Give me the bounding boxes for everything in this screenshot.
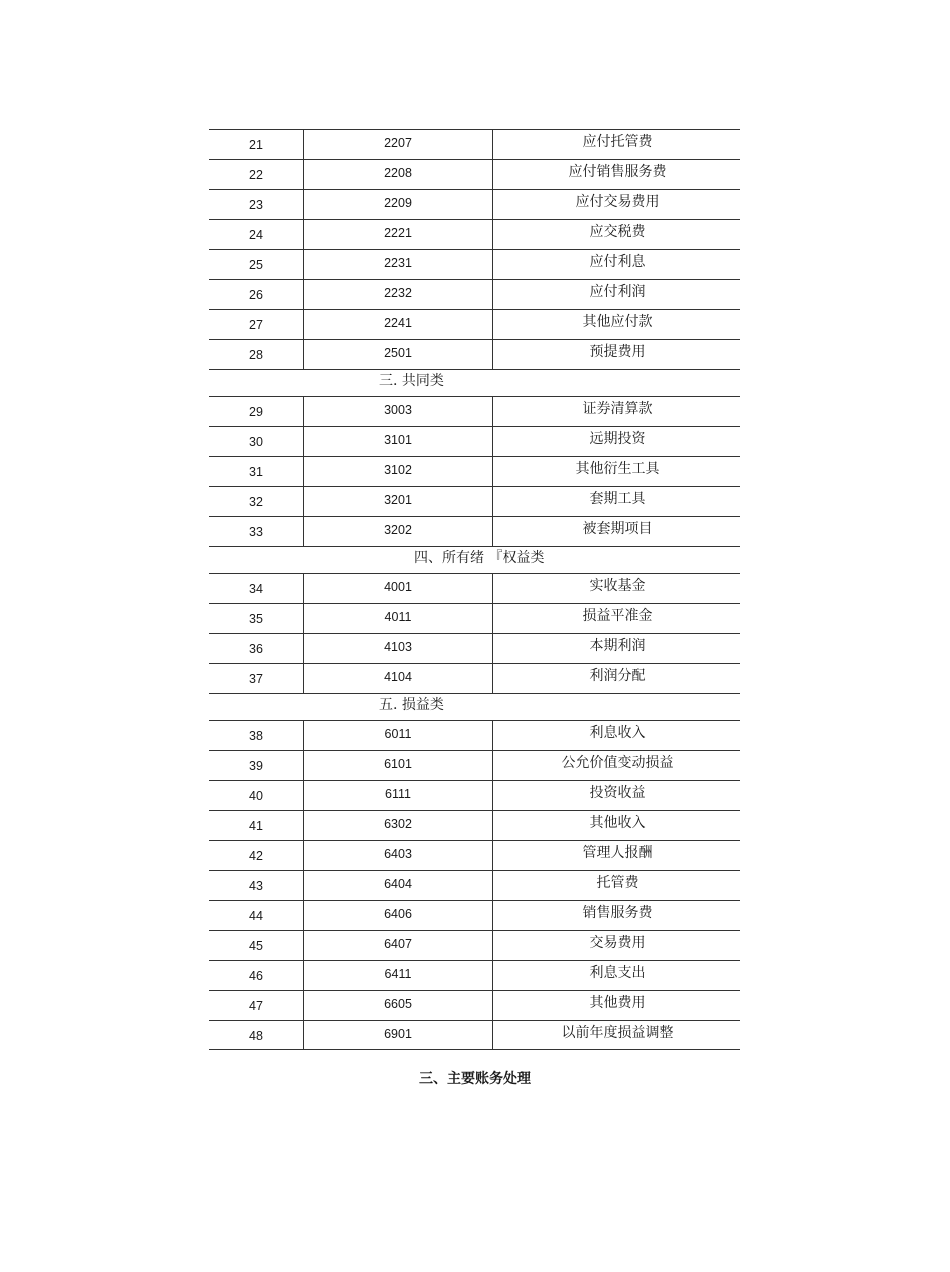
account-code: 3102	[303, 457, 492, 486]
account-code: 2231	[303, 250, 492, 279]
section-heading: 三、主要账务处理	[419, 1071, 531, 1087]
table-row	[209, 486, 740, 516]
table-row	[209, 780, 740, 810]
table-row	[209, 750, 740, 780]
table-section-row	[209, 369, 740, 396]
table-row	[209, 456, 740, 486]
table-row	[209, 396, 740, 426]
account-name: 应付利润	[492, 280, 740, 309]
account-code: 2232	[303, 280, 492, 309]
row-number: 32	[249, 495, 263, 509]
table-row	[209, 279, 740, 309]
row-number: 31	[249, 465, 263, 479]
account-code: 2241	[303, 310, 492, 339]
account-name: 应付销售服务费	[492, 160, 740, 189]
account-name: 套期工具	[492, 487, 740, 516]
account-code: 2209	[303, 190, 492, 219]
row-number: 26	[249, 288, 263, 302]
row-number: 42	[249, 849, 263, 863]
table-row	[209, 189, 740, 219]
section-title: 三. 共同类	[379, 373, 444, 389]
section-title: 五. 损益类	[379, 697, 444, 713]
row-number: 47	[249, 999, 263, 1013]
table-row	[209, 810, 740, 840]
table-row	[209, 426, 740, 456]
account-code: 6111	[303, 781, 492, 810]
account-code: 2221	[303, 220, 492, 249]
row-number: 28	[249, 348, 263, 362]
account-name: 投资收益	[492, 781, 740, 810]
account-name: 应付交易费用	[492, 190, 740, 219]
row-number: 35	[249, 612, 263, 626]
account-code: 6403	[303, 841, 492, 870]
table-row	[209, 840, 740, 870]
account-name: 证券清算款	[492, 397, 740, 426]
row-number: 43	[249, 879, 263, 893]
account-name: 交易费用	[492, 931, 740, 960]
account-name: 预提费用	[492, 340, 740, 369]
account-code: 6407	[303, 931, 492, 960]
table-section-row	[209, 546, 740, 573]
account-name: 实收基金	[492, 574, 740, 603]
account-name: 本期利润	[492, 634, 740, 663]
table-row	[209, 219, 740, 249]
table-row	[209, 663, 740, 693]
account-name: 应交税费	[492, 220, 740, 249]
account-code: 6605	[303, 991, 492, 1020]
accounts-table	[209, 129, 740, 1050]
row-number: 27	[249, 318, 263, 332]
table-row	[209, 900, 740, 930]
account-code: 4011	[303, 604, 492, 633]
table-row	[209, 960, 740, 990]
row-number: 25	[249, 258, 263, 272]
table-row	[209, 516, 740, 546]
account-name: 托管费	[492, 871, 740, 900]
account-code: 6101	[303, 751, 492, 780]
account-code: 6404	[303, 871, 492, 900]
row-number: 38	[249, 729, 263, 743]
account-code: 4001	[303, 574, 492, 603]
row-number: 46	[249, 969, 263, 983]
table-row	[209, 573, 740, 603]
row-number: 29	[249, 405, 263, 419]
account-name: 公允价值变动损益	[492, 751, 740, 780]
account-name: 管理人报酬	[492, 841, 740, 870]
row-number: 22	[249, 168, 263, 182]
row-number: 23	[249, 198, 263, 212]
table-row	[209, 603, 740, 633]
row-number: 34	[249, 582, 263, 596]
row-number: 30	[249, 435, 263, 449]
account-code: 6302	[303, 811, 492, 840]
account-code: 2208	[303, 160, 492, 189]
table-row	[209, 309, 740, 339]
account-code: 6901	[303, 1021, 492, 1049]
account-name: 损益平准金	[492, 604, 740, 633]
account-code: 3101	[303, 427, 492, 456]
row-number: 39	[249, 759, 263, 773]
row-number: 40	[249, 789, 263, 803]
account-code: 3202	[303, 517, 492, 546]
account-name: 其他费用	[492, 991, 740, 1020]
account-code: 6411	[303, 961, 492, 990]
row-number: 33	[249, 525, 263, 539]
account-name: 远期投资	[492, 427, 740, 456]
account-name: 应付托管费	[492, 130, 740, 159]
account-name: 利息收入	[492, 721, 740, 750]
account-code: 6406	[303, 901, 492, 930]
account-name: 其他衍生工具	[492, 457, 740, 486]
table-row	[209, 339, 740, 369]
account-code: 2207	[303, 130, 492, 159]
account-code: 4104	[303, 664, 492, 693]
table-row	[209, 129, 740, 159]
table-row	[209, 990, 740, 1020]
account-name: 其他应付款	[492, 310, 740, 339]
account-code: 3201	[303, 487, 492, 516]
account-name: 其他收入	[492, 811, 740, 840]
table-row	[209, 930, 740, 960]
row-number: 24	[249, 228, 263, 242]
table-row	[209, 633, 740, 663]
table-section-row	[209, 693, 740, 720]
row-number: 41	[249, 819, 263, 833]
row-number: 48	[249, 1029, 263, 1043]
row-number: 21	[249, 138, 263, 152]
row-number: 44	[249, 909, 263, 923]
account-name: 被套期项目	[492, 517, 740, 546]
table-row	[209, 720, 740, 750]
table-row	[209, 249, 740, 279]
account-name: 销售服务费	[492, 901, 740, 930]
account-name: 以前年度损益调整	[492, 1021, 740, 1049]
section-title: 四、所有绪 『权益类	[414, 550, 545, 566]
account-code: 3003	[303, 397, 492, 426]
row-number: 36	[249, 642, 263, 656]
table-row	[209, 159, 740, 189]
account-code: 2501	[303, 340, 492, 369]
table-row	[209, 870, 740, 900]
account-code: 6011	[303, 721, 492, 750]
row-number: 45	[249, 939, 263, 953]
row-number: 37	[249, 672, 263, 686]
table-row	[209, 1020, 740, 1050]
account-name: 利息支出	[492, 961, 740, 990]
account-code: 4103	[303, 634, 492, 663]
account-name: 利润分配	[492, 664, 740, 693]
account-name: 应付利息	[492, 250, 740, 279]
